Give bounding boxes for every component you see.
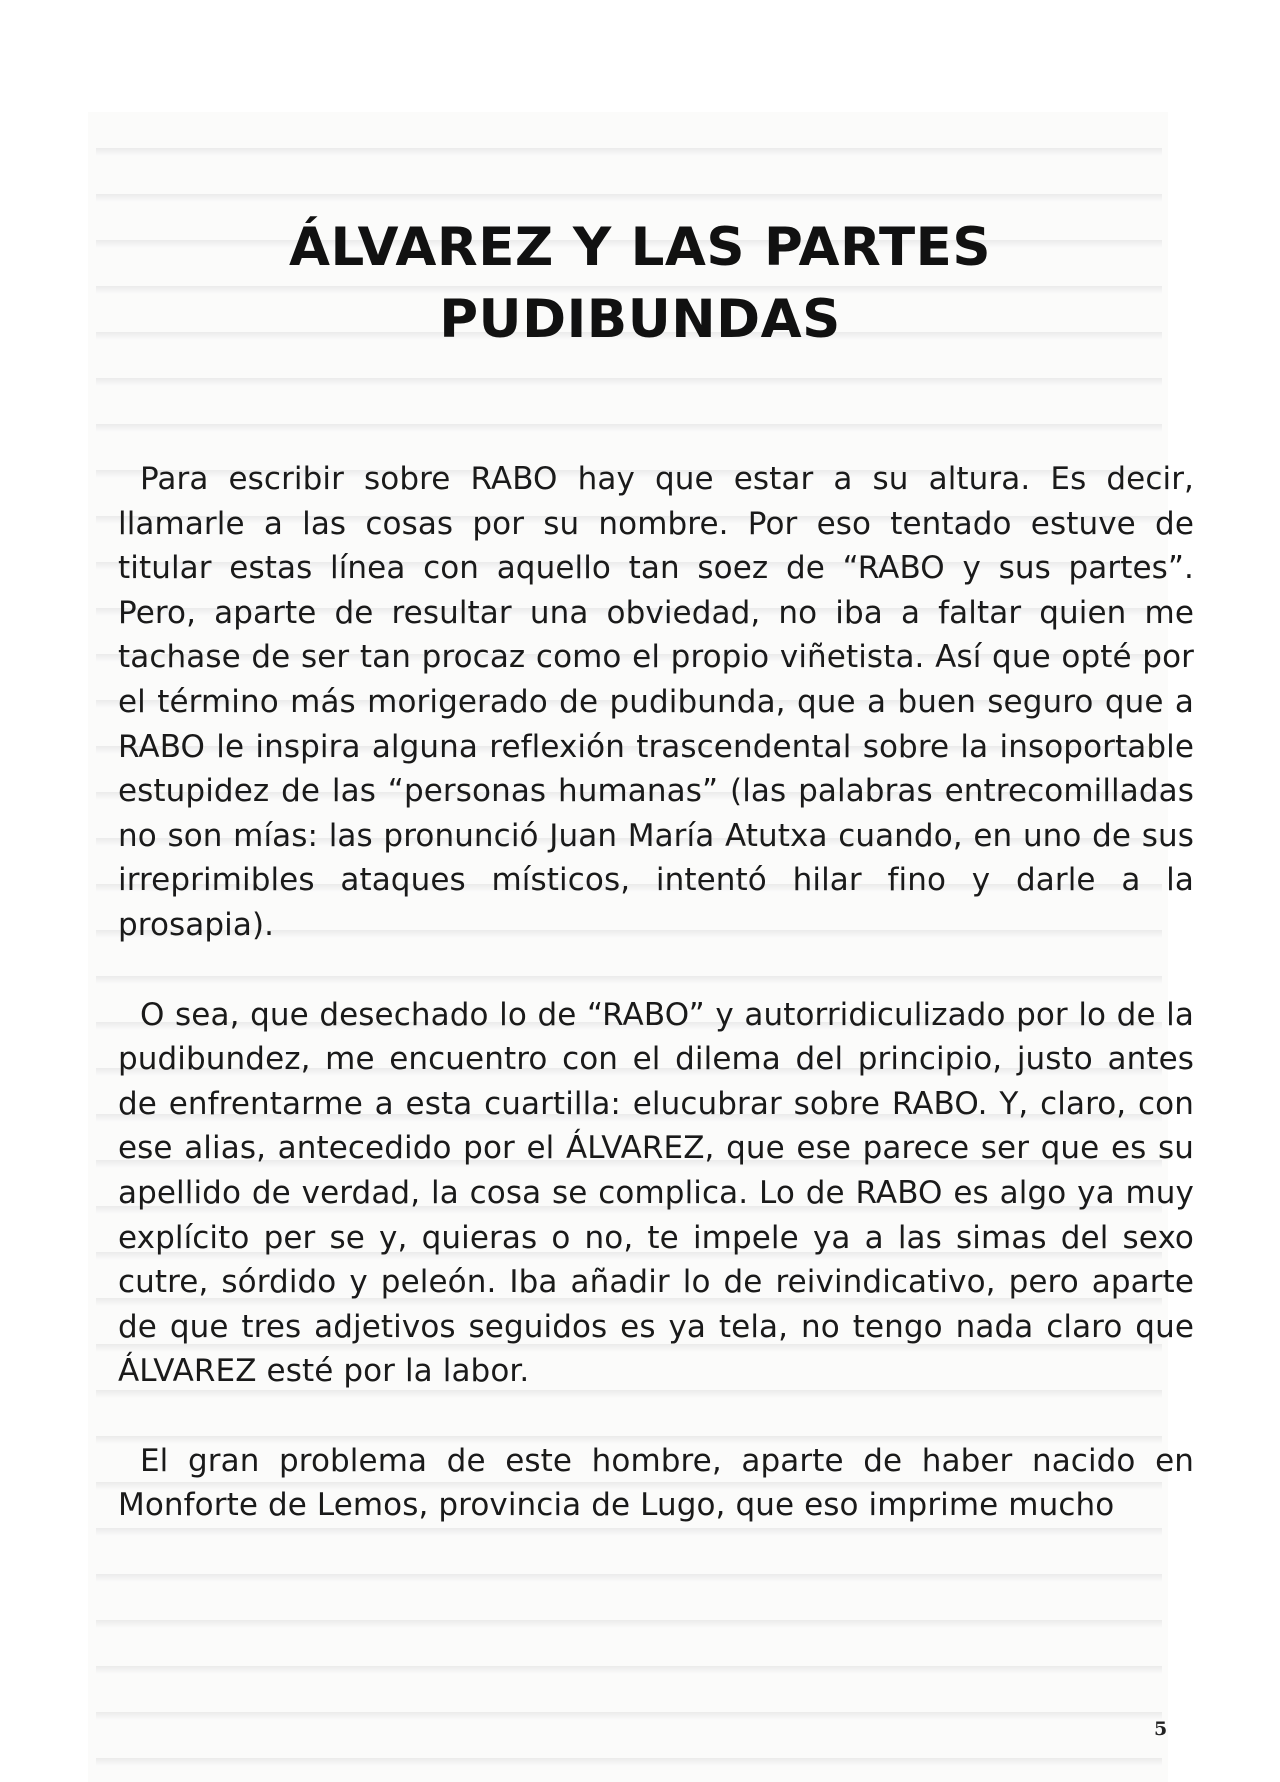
paragraph-2: O sea, que desechado lo de “RABO” y autorridiculizado por lo de la pudibundez, me encuentro con el dilema del principio, justo antes de enfrentarme a esta cuartilla: elucubrar sobre RABO. Y, claro, con ese alias, antecedido por el ÁLVAREZ, que ese parece ser que es su apellido de verdad, la cosa se complica. Lo de RABO es algo ya muy explícito per se y, quieras o no, te impele ya a las simas del sexo cutre, sórdido y peleón. Iba añadir lo de reivindicativo, pero aparte de que tres adjetivos seguidos es ya tela, no tengo nada claro que ÁLVAREZ esté por la labor.: [118, 996, 1194, 1390]
title-line-1: ÁLVAREZ Y LAS PARTES: [288, 217, 992, 278]
body-text: [118, 457, 1194, 1573]
page-number: 5: [1154, 1718, 1168, 1740]
title-line-2: PUDIBUNDAS: [439, 289, 841, 350]
paragraph-1: Para escribir sobre RABO hay que estar a su altura. Es decir, llamarle a las cosas por su nombre. Por eso tentado estuve de titular estas línea con aquello tan soez de “RABO y sus partes”. Pero, aparte de resultar una obviedad, no iba a faltar quien me tachase de ser tan procaz como el propio viñetista. Así que opté por el término más morigerado de pudibunda, que a buen seguro que a RABO le inspira alguna reflexión trascendental sobre la insoportable estupidez de las “personas humanas” (las palabras entrecomilladas no son mías: las pronunció Juan María Atutxa cuando, en uno de sus irreprimibles ataques místicos, intentó hilar fino y darle a la prosapia).: [118, 461, 1194, 943]
page-title: [110, 212, 1170, 356]
paragraph-3: El gran problema de este hombre, aparte de haber nacido en Monforte de Lemos, provincia de Lugo, que eso imprime mucho: [118, 1442, 1194, 1524]
